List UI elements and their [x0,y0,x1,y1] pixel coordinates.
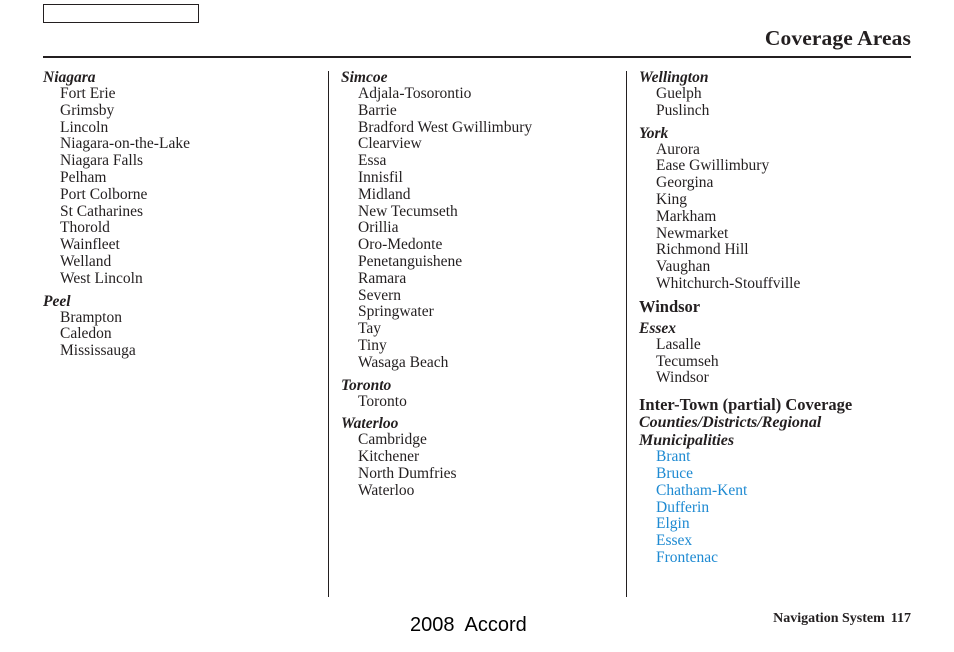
list-item: Bradford West Gwillimbury [358,118,533,136]
list-item: Severn [358,286,402,304]
section-title-essex: Essex [639,319,677,337]
niagara-list [43,86,190,288]
column-divider-2 [626,71,627,597]
column-1 [43,69,190,365]
list-item: St Catharines [60,202,144,220]
county-link-bruce[interactable]: Bruce [656,464,694,482]
list-item: Newmarket [656,224,729,242]
footer-model: 2008 Accord [410,614,527,636]
list-item: Midland [358,185,411,203]
list-item: West Lincoln [60,269,143,287]
peel-list [43,310,190,360]
wellington-list [639,86,852,120]
list-item: Lincoln [60,118,109,136]
list-item: Whitchurch-Stouffville [656,274,801,292]
list-item: Niagara-on-the-Lake [60,135,190,153]
list-item: Wainfleet [60,236,120,254]
section-title-peel: Peel [43,292,71,310]
header-tab-box [43,4,199,23]
list-item: Mississauga [60,342,136,360]
section-title-waterloo: Waterloo [341,415,399,433]
list-item: Waterloo [358,481,415,499]
list-item: Wasaga Beach [358,353,449,371]
list-item: Orillia [358,219,399,237]
list-item: Ease Gwillimbury [656,157,770,175]
list-item: Lasalle [656,335,701,353]
list-item: Barrie [358,101,397,119]
footer-section-label: Navigation System [773,611,885,626]
page-title: Coverage Areas [764,26,911,50]
list-item: Penetanguishene [358,252,463,270]
list-item: Grimsby [60,101,115,119]
list-item: Guelph [656,85,702,102]
list-item: Richmond Hill [656,241,749,259]
list-item: Pelham [60,168,107,186]
counties-heading-line1: Counties/Districts/Regional [639,414,822,432]
counties-heading-line2: Municipalities [639,431,735,449]
simcoe-list [341,86,532,372]
list-item: Innisfil [358,168,403,186]
list-item: Vaughan [656,258,711,276]
list-item: Georgina [656,174,714,192]
york-list [639,142,852,293]
county-link-frontenac[interactable]: Frontenac [656,548,718,566]
region-heading-windsor: Windsor [639,296,701,316]
waterloo-list [341,432,532,499]
list-item: North Dumfries [358,464,457,482]
list-item: Caledon [60,325,112,343]
list-item: Kitchener [358,448,420,466]
list-item: Welland [60,252,112,270]
column-2 [341,69,532,505]
intertown-heading: Inter-Town (partial) Coverage [639,395,853,415]
county-links [639,449,852,567]
county-link-brant[interactable]: Brant [656,448,691,466]
county-link-chatham-kent[interactable]: Chatham-Kent [656,481,748,499]
page-number: 117 [890,611,911,626]
section-title-niagara: Niagara [43,69,96,86]
list-item: Springwater [358,303,434,321]
section-title-wellington: Wellington [639,69,709,86]
list-item: Thorold [60,219,110,237]
list-item: Oro-Medonte [358,236,443,254]
list-item: Cambridge [358,431,427,449]
list-item: Adjala-Tosorontio [358,85,472,102]
column-divider-1 [328,71,329,597]
list-item: Brampton [60,308,122,326]
list-item: Port Colborne [60,185,148,203]
list-item: Aurora [656,140,700,158]
county-link-essex[interactable]: Essex [656,532,693,550]
essex-list [639,337,852,387]
list-item: Ramara [358,269,407,287]
section-title-toronto: Toronto [341,376,392,394]
list-item: Toronto [358,392,407,410]
footer-section [773,611,911,627]
list-item: King [656,190,687,208]
list-item: Clearview [358,135,422,153]
toronto-list [341,394,532,411]
list-item: Niagara Falls [60,152,144,170]
section-title-york: York [639,124,669,142]
section-title-simcoe: Simcoe [341,69,388,86]
list-item: Tecumseh [656,352,719,370]
list-item: Puslinch [656,101,710,119]
list-item: New Tecumseth [358,202,458,220]
list-item: Fort Erie [60,85,116,102]
list-item: Windsor [656,369,709,387]
list-item: Tay [358,320,382,338]
county-link-dufferin[interactable]: Dufferin [656,498,710,516]
county-link-elgin[interactable]: Elgin [656,515,690,533]
list-item: Markham [656,207,717,225]
header-rule [43,56,911,58]
list-item: Essa [358,152,387,170]
column-3 [639,69,852,572]
list-item: Tiny [358,336,387,354]
